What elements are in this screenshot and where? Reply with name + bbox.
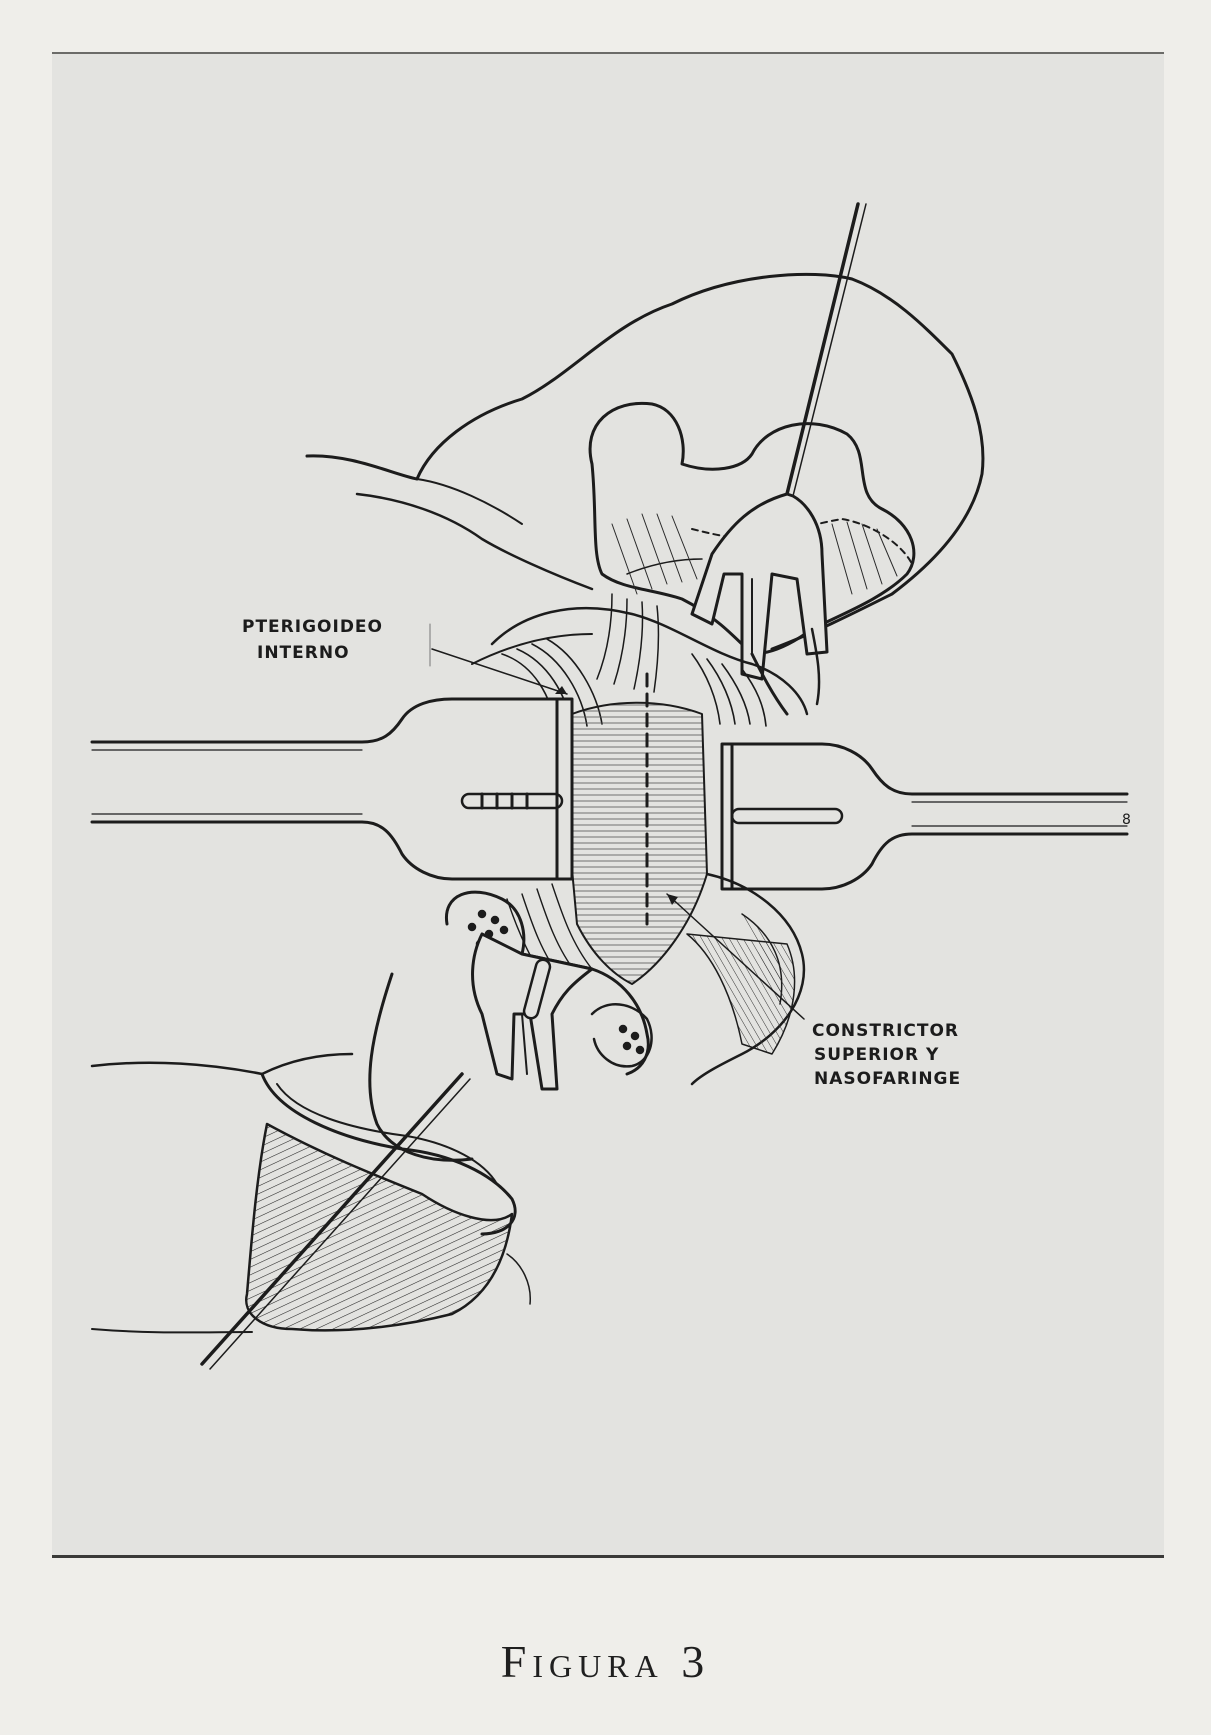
upper-skin-inner (357, 494, 592, 589)
label-constrictor-line2: SUPERIOR Y (814, 1045, 940, 1065)
upper-retractor-handle (787, 204, 858, 494)
label-pterigoideo-line2: INTERNO (257, 643, 350, 663)
figure-caption: Figura 3 (500, 1636, 711, 1687)
label-constrictor-line3: NASOFARINGE (814, 1069, 962, 1089)
left-retractor-handle (92, 699, 572, 879)
label-pterigoideo-line1: PTERIGOIDEO (242, 617, 383, 637)
lower-skin-flap (92, 1054, 352, 1074)
constrictor-superior-area (567, 703, 707, 984)
svg-text:8: 8 (1122, 812, 1131, 828)
lower-lip-hatched (246, 1124, 512, 1330)
upper-retractor-blade (692, 494, 827, 679)
label-constrictor-line1: CONSTRICTOR (812, 1021, 960, 1041)
surgical-illustration (52, 54, 1164, 1560)
illustration-plate (52, 52, 1164, 1558)
